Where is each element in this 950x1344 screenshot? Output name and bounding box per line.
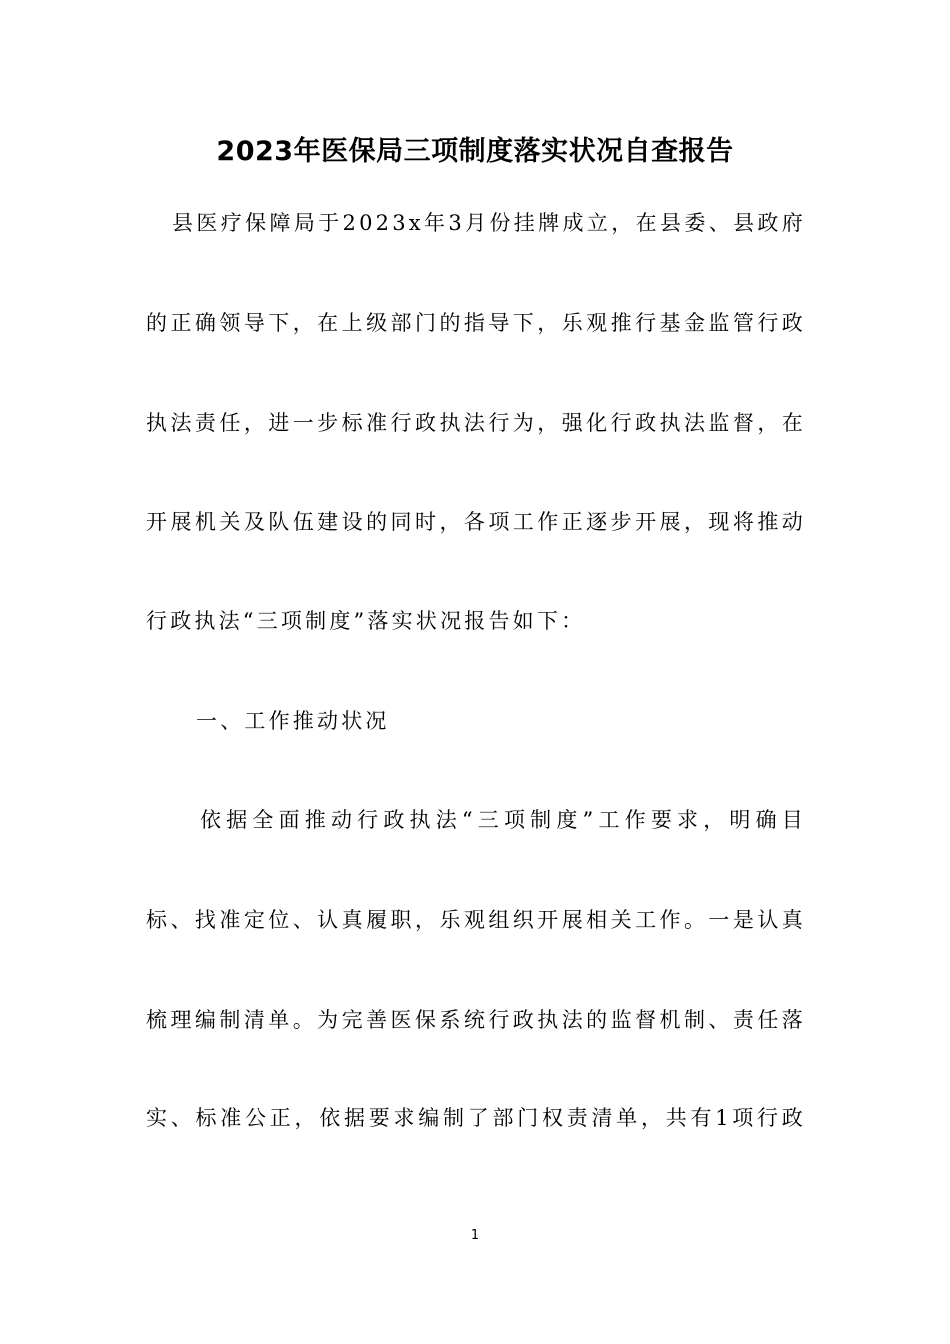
paragraph-line: 执法责任，进一步标准行政执法行为，强化行政执法监督，在 (146, 411, 806, 435)
paragraph-line: 开展机关及队伍建设的同时，各项工作正逐步开展，现将推动 (146, 510, 806, 534)
paragraph-line: 行政执法“三项制度”落实状况报告如下： (146, 609, 586, 633)
page-number: 1 (470, 1228, 480, 1243)
section-heading: 一、工作推动状况 (196, 709, 390, 733)
paragraph-line: 的正确领导下，在上级部门的指导下，乐观推行基金监管行政 (146, 311, 806, 335)
paragraph-line: 依据全面推动行政执法“三项制度”工作要求，明确目 (200, 808, 806, 832)
paragraph-line: 标、找准定位、认真履职，乐观组织开展相关工作。一是认真 (146, 908, 806, 932)
paragraph-line: 梳理编制清单。为完善医保系统行政执法的监督机制、责任落 (146, 1008, 806, 1032)
paragraph-line: 实、标准公正，依据要求编制了部门权责清单，共有1项行政 (146, 1106, 806, 1130)
document-title: 2023年医保局三项制度落实状况自查报告 (216, 136, 734, 167)
paragraph-line: 县医疗保障局于2023x年3月份挂牌成立，在县委、县政府 (172, 211, 806, 235)
